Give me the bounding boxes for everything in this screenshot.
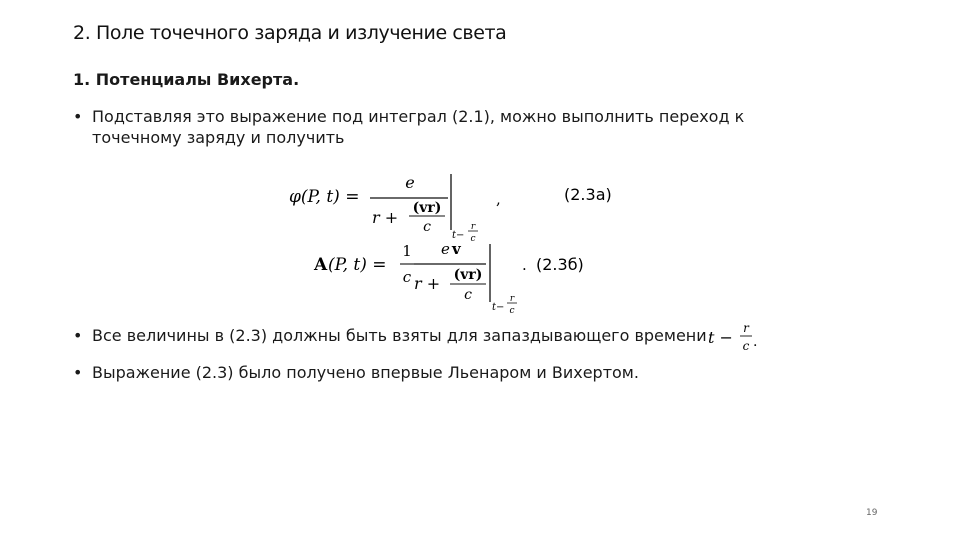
A-lhs-args: (P, t) = (328, 255, 387, 275)
A-prefactor-numerator: 1 (402, 242, 412, 260)
phi-inner-denominator: c (423, 219, 431, 235)
phi-numerator: e (405, 173, 415, 192)
A-eval-r: r (509, 294, 515, 304)
phi-denominator-r: r + (372, 208, 399, 227)
bullet-marker: • (73, 363, 83, 382)
equation-label-2-3b: (2.3б) (536, 255, 584, 274)
A-inner-denominator: c (464, 287, 472, 303)
bullet-intro-line1: Подставляя это выражение под интеграл (2.1), можно выполнить переход к (92, 107, 745, 126)
phi-eval-t: t− (452, 230, 465, 241)
bullet-marker: • (73, 326, 83, 345)
retarded-time-expression (706, 318, 766, 358)
A-denominator-r: r + (414, 274, 441, 293)
A-eval-t: t− (492, 302, 505, 313)
page-number: 19 (866, 508, 878, 518)
phi-inner-numerator: (vr) (412, 200, 442, 216)
phi-lhs: φ(P, t) = (289, 187, 360, 207)
A-eval-c: c (509, 306, 515, 316)
equation-label-2-3a: (2.3а) (564, 185, 612, 204)
A-lhs-symbol: A (314, 255, 328, 275)
equation-A (300, 236, 640, 316)
A-prefactor-denominator: c (402, 268, 412, 286)
bullet-lienard-wiechert-text: Выражение (2.3) было получено впервые Льенаром и Вихертом. (92, 363, 639, 382)
equation-phi (280, 168, 640, 243)
retarded-r: r (743, 321, 749, 335)
A-numerator-v: v (452, 240, 461, 258)
bullet-retarded-time-text: Все величины в (2.3) должны быть взяты для запаздывающего времени (92, 326, 707, 345)
bullet-marker: • (73, 107, 83, 126)
bullet-intro-line2: точечному заряду и получить (92, 128, 345, 147)
retarded-punctuation: . (753, 334, 758, 350)
A-punctuation: . (522, 256, 527, 274)
slide-title: 2. Поле точечного заряда и излучение света (73, 22, 507, 44)
retarded-t: t − (708, 328, 733, 347)
A-numerator-e: e (441, 240, 450, 258)
retarded-c: c (742, 339, 750, 353)
phi-eval-r: r (470, 222, 476, 232)
phi-eval-c: c (470, 234, 476, 243)
phi-punctuation: , (496, 190, 501, 208)
section-heading: 1. Потенциалы Вихерта. (73, 70, 300, 89)
A-inner-numerator: (vr) (453, 267, 483, 283)
